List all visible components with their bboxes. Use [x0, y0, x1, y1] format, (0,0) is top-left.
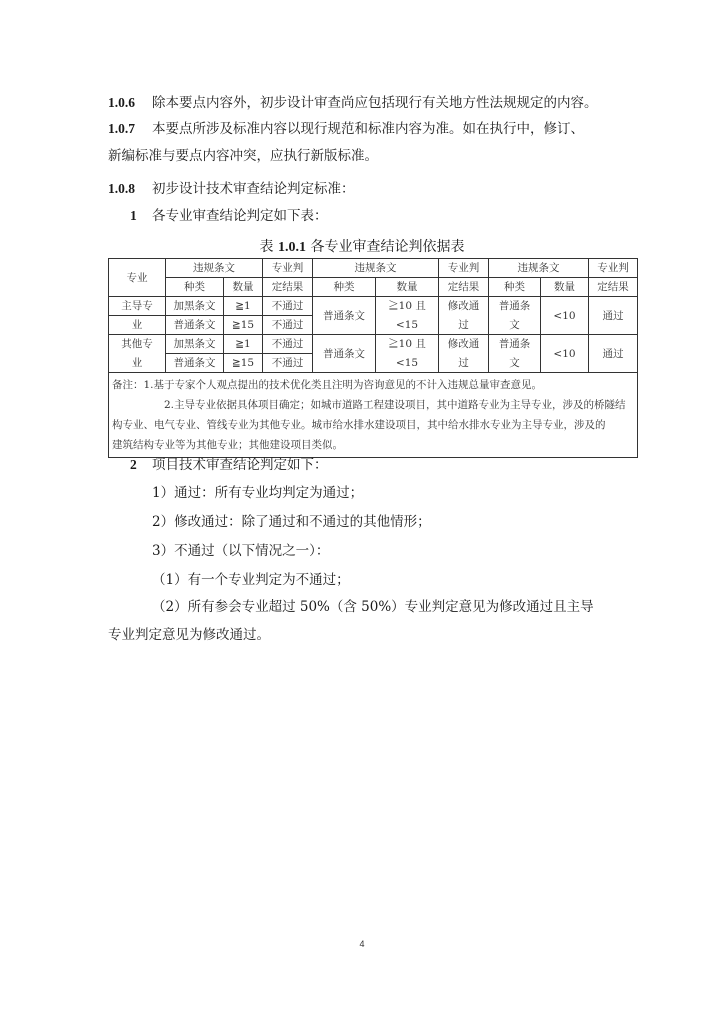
- pass-type-cell: 普通条: [489, 335, 541, 354]
- modify-result-cell: 过: [439, 316, 489, 335]
- header-count: 数量: [376, 278, 439, 297]
- header-major: 专业: [109, 259, 166, 297]
- item-number: 2: [130, 457, 137, 472]
- modify-result-cell: 修改通: [439, 335, 489, 354]
- subitem-modify-pass: 2）修改通过：除了通过和不通过的其他情形；: [152, 514, 431, 530]
- clause-text: 初步设计技术审查结论判定标准：: [152, 181, 355, 197]
- pass-type-cell: 文: [489, 354, 541, 373]
- header-result: 专业判: [589, 259, 638, 278]
- modify-type-cell: 普通条文: [313, 335, 376, 373]
- major-cell: 主导专: [109, 297, 166, 316]
- header-type: 种类: [166, 278, 224, 297]
- note-2-line-1: [112, 395, 634, 415]
- header-violation: 违规条文: [166, 259, 263, 278]
- item-1: [130, 207, 328, 225]
- clause-number: 1.0.6: [108, 95, 135, 110]
- subitem-pass: 1）通过：所有专业均判定为通过；: [152, 485, 364, 501]
- header-result: 定结果: [263, 278, 313, 297]
- major-cell: 其他专: [109, 335, 166, 354]
- caption-number: 1.0.1: [278, 240, 306, 255]
- pass-result-cell: 通过: [589, 297, 638, 335]
- clause-number: 1.0.8: [108, 181, 135, 196]
- header-result: 定结果: [439, 278, 489, 297]
- pass-count-cell: <10: [541, 297, 589, 335]
- header-violation: 违规条文: [489, 259, 589, 278]
- item-number: 1: [130, 208, 137, 223]
- pass-type-cell: 文: [489, 316, 541, 335]
- subitem-fail-case-2-continuation: 专业判定意见为修改通过。: [108, 627, 270, 643]
- count-cell: ≧1: [224, 335, 263, 354]
- clause-text: 本要点所涉及标准内容以现行规范和标准内容为准。如在执行中，修订、: [152, 121, 584, 137]
- header-result: 专业判: [263, 259, 313, 278]
- modify-count-cell: <15: [376, 316, 439, 335]
- note-2-line-3: 建筑结构专业等为其他专业；其他建设项目类似。: [112, 439, 343, 451]
- header-result: 专业判: [439, 259, 489, 278]
- modify-count-cell: <15: [376, 354, 439, 373]
- count-cell: ≧15: [224, 316, 263, 335]
- header-count: 数量: [541, 278, 589, 297]
- review-criteria-table: [108, 258, 638, 458]
- clause-text: 除本要点内容外，初步设计审查尚应包括现行有关地方性法规规定的内容。: [152, 95, 598, 111]
- modify-count-cell: ≧10 且: [376, 335, 439, 354]
- header-count: 数量: [224, 278, 263, 297]
- major-cell: 业: [109, 316, 166, 335]
- type-cell: 加黑条文: [166, 335, 224, 354]
- page-number: 4: [359, 939, 365, 949]
- table-notes: [109, 373, 638, 458]
- count-cell: ≧15: [224, 354, 263, 373]
- note-2-line-2: 构专业、电气专业、管线专业为其他专业。城市给水排水建设项目，其中给水排水专业为主导专业，涉及的: [112, 419, 606, 431]
- caption-prefix: 表: [259, 239, 274, 255]
- table-notes-row: [109, 373, 638, 458]
- clause-1-0-7: [108, 120, 584, 138]
- header-type: 种类: [489, 278, 541, 297]
- table-row: [109, 335, 638, 354]
- pass-result-cell: 通过: [589, 335, 638, 373]
- table-header-row-1: [109, 259, 638, 278]
- header-type: 种类: [313, 278, 376, 297]
- modify-result-cell: 过: [439, 354, 489, 373]
- header-violation: 违规条文: [313, 259, 439, 278]
- result-cell: 不通过: [263, 316, 313, 335]
- major-cell: 业: [109, 354, 166, 373]
- table-row: [109, 297, 638, 316]
- modify-count-cell: ≧10 且: [376, 297, 439, 316]
- pass-count-cell: <10: [541, 335, 589, 373]
- subitem-fail-case-2: （2）所有参会专业超过 50%（含 50%）专业判定意见为修改通过且主导: [152, 599, 594, 615]
- table-caption: [0, 236, 724, 256]
- note-2-text: 2.主导专业依据具体项目确定；如城市道路工程建设项目，其中道路专业为主导专业，涉及的桥隧结: [164, 399, 626, 411]
- count-cell: ≧1: [224, 297, 263, 316]
- type-cell: 普通条文: [166, 316, 224, 335]
- result-cell: 不通过: [263, 354, 313, 373]
- result-cell: 不通过: [263, 297, 313, 316]
- modify-result-cell: 修改通: [439, 297, 489, 316]
- item-2: [130, 456, 328, 474]
- table-header-row-2: [109, 278, 638, 297]
- type-cell: 加黑条文: [166, 297, 224, 316]
- clause-number: 1.0.7: [108, 121, 135, 136]
- type-cell: 普通条文: [166, 354, 224, 373]
- subitem-fail-case-1: （1）有一个专业判定为不通过；: [152, 572, 350, 588]
- modify-type-cell: 普通条文: [313, 297, 376, 335]
- note-1: 备注：1.基于专家个人观点提出的技术优化类且注明为咨询意见的不计入违规总量审查意见。: [112, 379, 543, 391]
- header-result: 定结果: [589, 278, 638, 297]
- clause-1-0-7-continuation: 新编标准与要点内容冲突，应执行新版标准。: [108, 148, 378, 164]
- result-cell: 不通过: [263, 335, 313, 354]
- pass-type-cell: 普通条: [489, 297, 541, 316]
- subitem-fail: 3）不通过（以下情况之一）：: [152, 543, 330, 559]
- item-text: 项目技术审查结论判定如下：: [152, 457, 328, 473]
- clause-1-0-8: [108, 180, 355, 198]
- clause-1-0-6: [108, 94, 598, 112]
- item-text: 各专业审查结论判定如下表：: [152, 208, 328, 224]
- caption-title: 各专业审查结论判依据表: [310, 239, 465, 255]
